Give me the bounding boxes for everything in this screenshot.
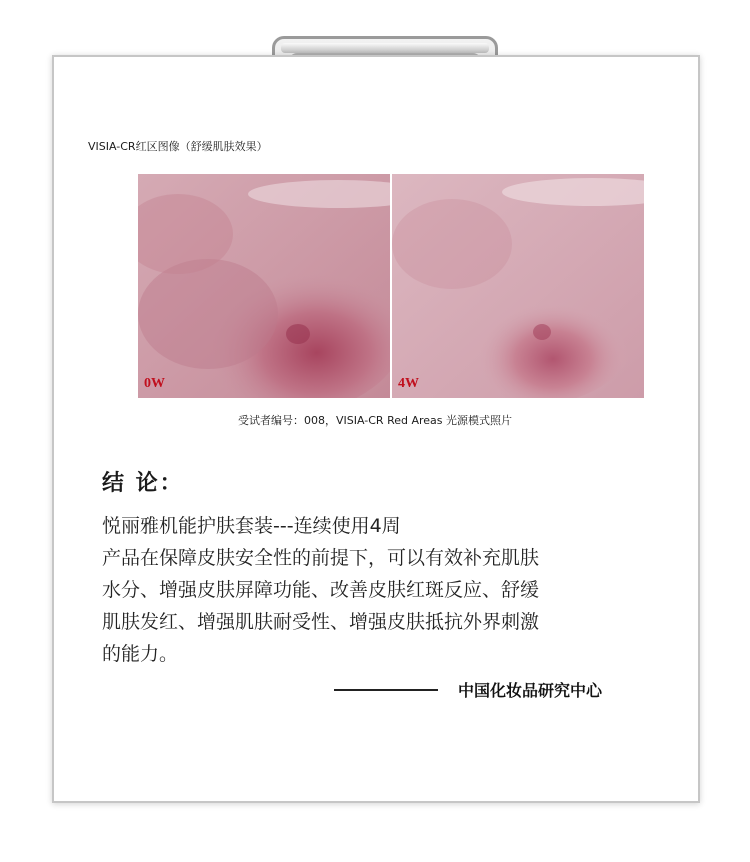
skin-photo-4w bbox=[392, 174, 644, 398]
clip-bar bbox=[281, 43, 489, 53]
conclusion-line: 的能力。 bbox=[102, 643, 179, 665]
skin-texture-image bbox=[392, 174, 644, 398]
image-caption-bottom: 受试者编号：008，VISIA-CR Red Areas 光源模式照片 bbox=[238, 414, 512, 427]
photo-label-4w: 4W bbox=[398, 376, 419, 391]
skin-texture-image bbox=[138, 174, 390, 398]
signature-organization: 中国化妆品研究中心 bbox=[458, 681, 603, 700]
image-caption-top: VISIA-CR红区图像（舒缓肌肤效果） bbox=[88, 140, 268, 153]
conclusion-line: 产品在保障皮肤安全性的前提下，可以有效补充肌肤 bbox=[102, 547, 540, 569]
conclusion-body bbox=[102, 510, 662, 670]
conclusion-line: 肌肤发红、增强肌肤耐受性、增强皮肤抵抗外界刺激 bbox=[102, 611, 540, 633]
signature-divider bbox=[334, 689, 438, 691]
photo-label-0w: 0W bbox=[144, 376, 165, 391]
skin-photo-0w bbox=[138, 174, 390, 398]
conclusion-title: 结 论： bbox=[102, 471, 184, 496]
conclusion-line: 水分、增强皮肤屏障功能、改善皮肤红斑反应、舒缓 bbox=[102, 579, 540, 601]
conclusion-line: 悦丽雅机能护肤套装---连续使用4周 bbox=[102, 515, 401, 537]
